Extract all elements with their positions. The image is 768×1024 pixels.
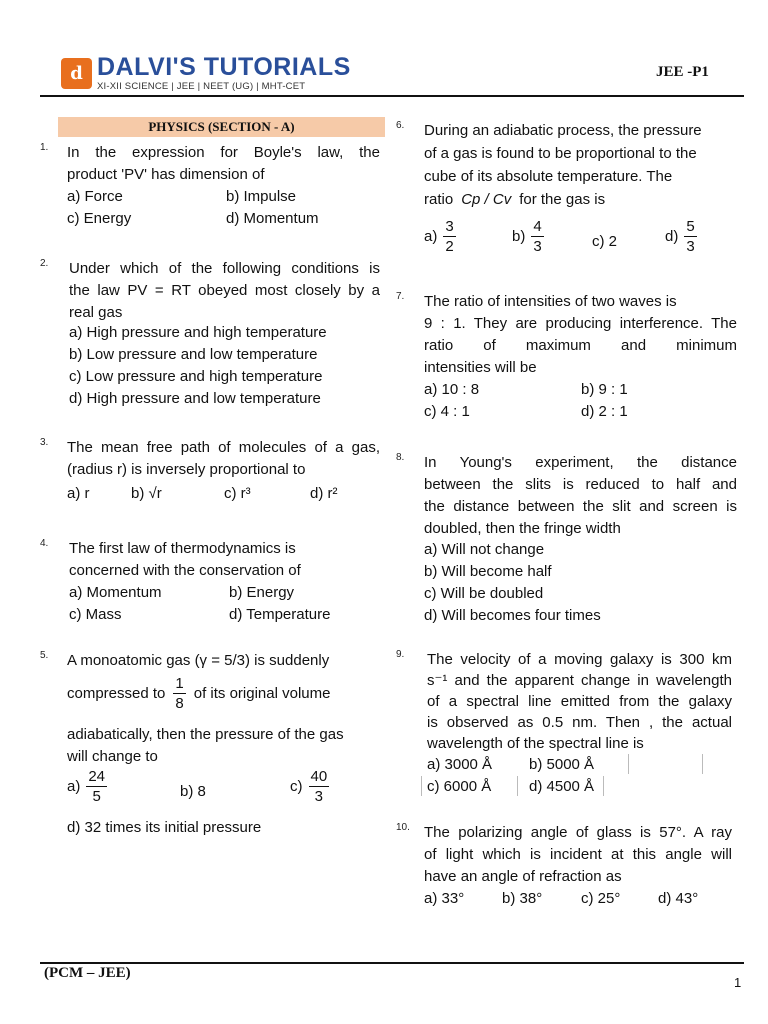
fraction-numerator: 24: [88, 768, 106, 785]
fraction-numerator: 40: [310, 768, 328, 785]
option-c: c) 2: [592, 233, 618, 250]
option-d: d) 4500 Å: [529, 778, 595, 795]
question-text: concerned with the conservation of: [69, 562, 301, 579]
option-a: a) Will not change: [424, 541, 545, 558]
fraction-denominator: 8: [175, 695, 184, 712]
option-a: a) High pressure and high temperature: [69, 324, 327, 341]
option-b: [512, 219, 544, 254]
question-number: 9.: [396, 649, 405, 660]
question-text: During an adiabatic process, the pressure: [424, 122, 702, 139]
fraction-denominator: 2: [445, 238, 454, 255]
fraction: [86, 769, 107, 804]
question-text-fraction-line: [67, 676, 330, 711]
question-text: of a spectral line emitted from the galaxy: [427, 693, 732, 710]
question-text: The polarizing angle of glass is 57°. A ray: [424, 824, 732, 841]
question-text: In Young's experiment, the distance: [424, 454, 737, 471]
option-d: d) r²: [310, 485, 338, 502]
option-d: d) High pressure and low temperature: [69, 390, 321, 407]
page-code: JEE -P1: [656, 64, 709, 80]
option-b: b) Energy: [229, 584, 295, 601]
divider: [628, 754, 629, 774]
option-b: b) Will become half: [424, 563, 552, 580]
divider: [702, 754, 703, 774]
fraction-denominator: 3: [686, 238, 695, 255]
question-text: between the slits is reduced to half and: [424, 476, 737, 493]
question-text: s⁻¹ and the apparent change in wavelength: [427, 672, 732, 689]
option-a: a) 3000 Å: [427, 756, 493, 773]
fraction-numerator: 3: [445, 218, 454, 235]
question-text: real gas: [69, 304, 123, 321]
option-c: c) 25°: [581, 890, 621, 907]
logo-glyph: d: [70, 63, 83, 84]
option-d: d) Momentum: [226, 210, 319, 227]
footer-label: (PCM – JEE): [44, 965, 131, 981]
option-label: d): [665, 227, 679, 245]
option-a: a) 10 : 8: [424, 381, 480, 398]
divider: [603, 776, 604, 796]
option-d: d) Temperature: [229, 606, 331, 623]
question-text: doubled, then the fringe width: [424, 520, 621, 537]
question-text: for the gas is: [519, 191, 606, 208]
option-b: b) Low pressure and low temperature: [69, 346, 318, 363]
question-text: will change to: [67, 748, 158, 765]
question-number: 10.: [396, 822, 410, 833]
option-c: c) Energy: [67, 210, 132, 227]
fraction: [173, 676, 185, 711]
option-c: c) 6000 Å: [427, 778, 492, 795]
question-text: compressed to: [67, 684, 166, 702]
question-text: is observed as 0.5 nm. Then , the actual: [427, 714, 732, 731]
option-c: c) Low pressure and high temperature: [69, 368, 323, 385]
question-number: 7.: [396, 291, 405, 302]
question-text-ratio-line: [424, 189, 605, 211]
fraction: [309, 769, 330, 804]
question-number: 4.: [40, 538, 49, 549]
question-text: the law PV = RT obeyed most closely by a: [69, 282, 380, 299]
question-text: wavelength of the spectral line is: [427, 735, 644, 752]
option-label: a): [67, 777, 81, 795]
question-text: 9 : 1. They are producing interference. The: [424, 315, 737, 332]
option-d: d) Will becomes four times: [424, 607, 601, 624]
question-text: product 'PV' has dimension of: [67, 166, 265, 183]
option-a: a) r: [67, 485, 90, 502]
question-text: the distance between the slit and screen is: [424, 498, 737, 515]
section-title: PHYSICS (SECTION - A): [148, 119, 295, 134]
option-label: b): [512, 227, 526, 245]
question-text: (radius r) is inversely proportional to: [67, 461, 306, 478]
question-number: 5.: [40, 650, 49, 661]
fraction-numerator: 4: [533, 218, 542, 235]
question-text: ratio of maximum and minimum: [424, 337, 737, 354]
question-number: 1.: [40, 142, 49, 153]
fraction: [443, 219, 455, 254]
divider: [421, 776, 422, 796]
ratio-expression: Cp / Cv: [461, 191, 512, 208]
fraction-numerator: 1: [175, 675, 184, 692]
option-c: c) r³: [224, 485, 251, 502]
question-text: The mean free path of molecules of a gas,: [67, 439, 380, 456]
option-c: c) 4 : 1: [424, 403, 470, 420]
option-a: [424, 219, 456, 254]
page-number: 1: [734, 975, 742, 990]
option-b: b) 5000 Å: [529, 756, 595, 773]
question-number: 3.: [40, 437, 49, 448]
option-label: a): [424, 227, 438, 245]
question-text: intensities will be: [424, 359, 537, 376]
option-d: d) 43°: [658, 890, 699, 907]
fraction-numerator: 5: [686, 218, 695, 235]
question-text: The first law of thermodynamics is: [69, 540, 296, 557]
question-number: 2.: [40, 258, 49, 269]
header-rule: [40, 95, 744, 97]
option-d: [665, 219, 697, 254]
option-c: [290, 769, 329, 804]
option-b: b) Impulse: [226, 188, 297, 205]
question-text: Under which of the following conditions is: [69, 260, 380, 277]
brand-tagline: XI-XII SCIENCE | JEE | NEET (UG) | MHT-CET: [97, 81, 306, 92]
question-text: ratio: [424, 191, 454, 208]
question-text: adiabatically, then the pressure of the gas: [67, 726, 344, 743]
question-text: of its original volume: [193, 684, 331, 702]
option-label: c): [290, 777, 303, 795]
question-text: The ratio of intensities of two waves is: [424, 293, 677, 310]
question-number: 6.: [396, 120, 405, 131]
question-text: cube of its absolute temperature. The: [424, 168, 673, 185]
option-a: a) 33°: [424, 890, 465, 907]
option-b: b) 8: [180, 783, 206, 800]
option-d: d) 2 : 1: [581, 403, 628, 420]
option-d: d) 32 times its initial pressure: [67, 819, 262, 836]
question-text: have an angle of refraction as: [424, 868, 622, 885]
option-b: b) 9 : 1: [581, 381, 628, 398]
question-number: 8.: [396, 452, 405, 463]
option-c: c) Mass: [69, 606, 122, 623]
option-a: a) Momentum: [69, 584, 162, 601]
fraction-denominator: 3: [314, 788, 324, 805]
question-text: of a gas is found to be proportional to the: [424, 145, 697, 162]
question-text: In the expression for Boyle's law, the: [67, 144, 380, 161]
footer-rule: [40, 962, 744, 964]
option-b: b) √r: [131, 485, 162, 502]
option-b: b) 38°: [502, 890, 543, 907]
brand-name: DALVI'S TUTORIALS: [97, 53, 351, 81]
fraction: [684, 219, 696, 254]
question-text: The velocity of a moving galaxy is 300 km: [427, 651, 732, 668]
fraction: [531, 219, 543, 254]
option-a: [67, 769, 107, 804]
divider: [517, 776, 518, 796]
fraction-denominator: 5: [92, 788, 101, 805]
question-text: of light which is incident at this angle will: [424, 846, 732, 863]
question-text: A monoatomic gas (γ = 5/3) is suddenly: [67, 652, 330, 669]
option-a: a) Force: [67, 188, 123, 205]
fraction-denominator: 3: [533, 238, 542, 255]
option-c: c) Will be doubled: [424, 585, 544, 602]
